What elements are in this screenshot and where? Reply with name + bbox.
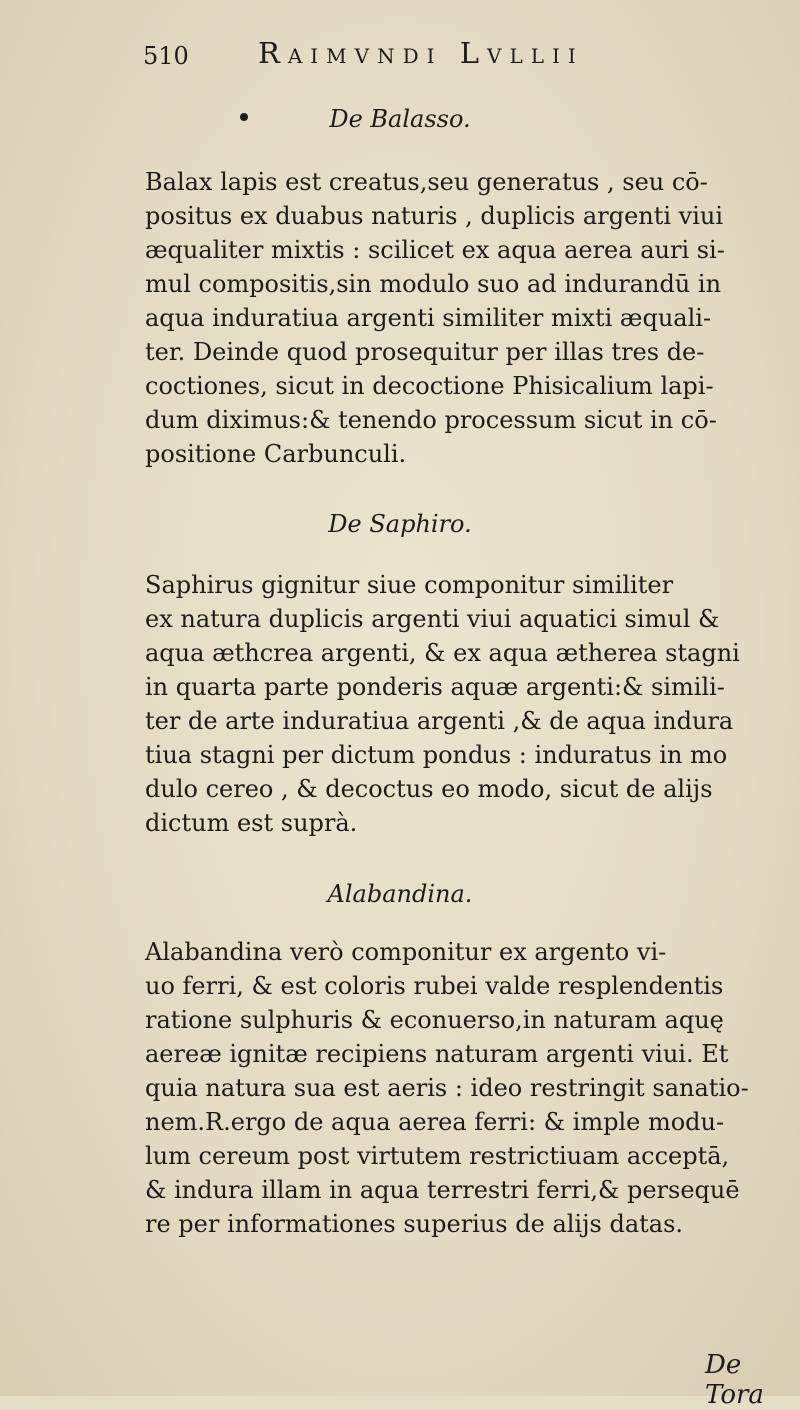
book-title: Raimvndi Lvllii (258, 36, 584, 70)
page-number: 510 (143, 42, 189, 70)
text-line: lum cereum post virtutem restrictiuam acceptā, (145, 1142, 730, 1170)
text-line: positione Carbunculi. (145, 440, 407, 468)
text-line: tiua stagni per dictum pondus : induratus in mo (145, 741, 728, 769)
text-line: & indura illam in aqua terrestri ferri,& persequē (145, 1176, 740, 1204)
text-line: ex natura duplicis argenti viui aquatici simul & (145, 605, 720, 633)
text-line: æqualiter mixtis : scilicet ex aqua aerea auri si- (145, 236, 725, 264)
text-line: Alabandina verò componitur ex argento vi- (145, 938, 667, 966)
section-heading-alabandina: Alabandina. (327, 880, 473, 908)
running-head (0, 30, 800, 80)
text-line: Saphirus gignitur siue componitur similiter (145, 571, 674, 599)
text-line: uo ferri, & est coloris rubei valde resplendentis (145, 972, 724, 1000)
text-line: ratione sulphuris & econuerso,in naturam aquę (145, 1006, 724, 1034)
section-heading-balasso: De Balasso. (329, 105, 471, 133)
text-line: Balax lapis est creatus,seu generatus , seu cō- (145, 168, 708, 196)
text-line: dictum est suprà. (145, 809, 358, 837)
paragraph-balasso (145, 165, 785, 471)
text-line: ter de arte induratiua argenti ,& de aqua indura (145, 707, 734, 735)
text-line: dulo cereo , & decoctus eo modo, sicut de alijs (145, 775, 713, 803)
text-line: nem.R.ergo de aqua aerea ferri: & imple modu- (145, 1108, 725, 1136)
section-heading-saphiro: De Saphiro. (328, 510, 472, 538)
text-line: dum diximus:& tenendo processum sicut in cō- (145, 406, 717, 434)
catchword: De Tora (705, 1350, 764, 1410)
paragraph-alabandina (145, 935, 785, 1241)
text-line: in quarta parte ponderis aquæ argenti:& simili- (145, 673, 725, 701)
text-line: aereæ ignitæ recipiens naturam argenti viui. Et (145, 1040, 729, 1068)
paragraph-saphiro (145, 568, 785, 840)
text-line: aqua æthcrea argenti, & ex aqua ætherea stagni (145, 639, 740, 667)
text-line: positus ex duabus naturis , duplicis argenti viui (145, 202, 724, 230)
text-line: ter. Deinde quod prosequitur per illas tres de- (145, 338, 705, 366)
text-line: aqua induratiua argenti similiter mixti æquali- (145, 304, 712, 332)
text-line: re per informationes superius de alijs datas. (145, 1210, 684, 1238)
text-line: coctiones, sicut in decoctione Phisicalium lapi- (145, 372, 714, 400)
text-line: quia natura sua est aeris : ideo restringit sanatio- (145, 1074, 749, 1102)
text-line: mul compositis,sin modulo suo ad indurandū in (145, 270, 722, 298)
